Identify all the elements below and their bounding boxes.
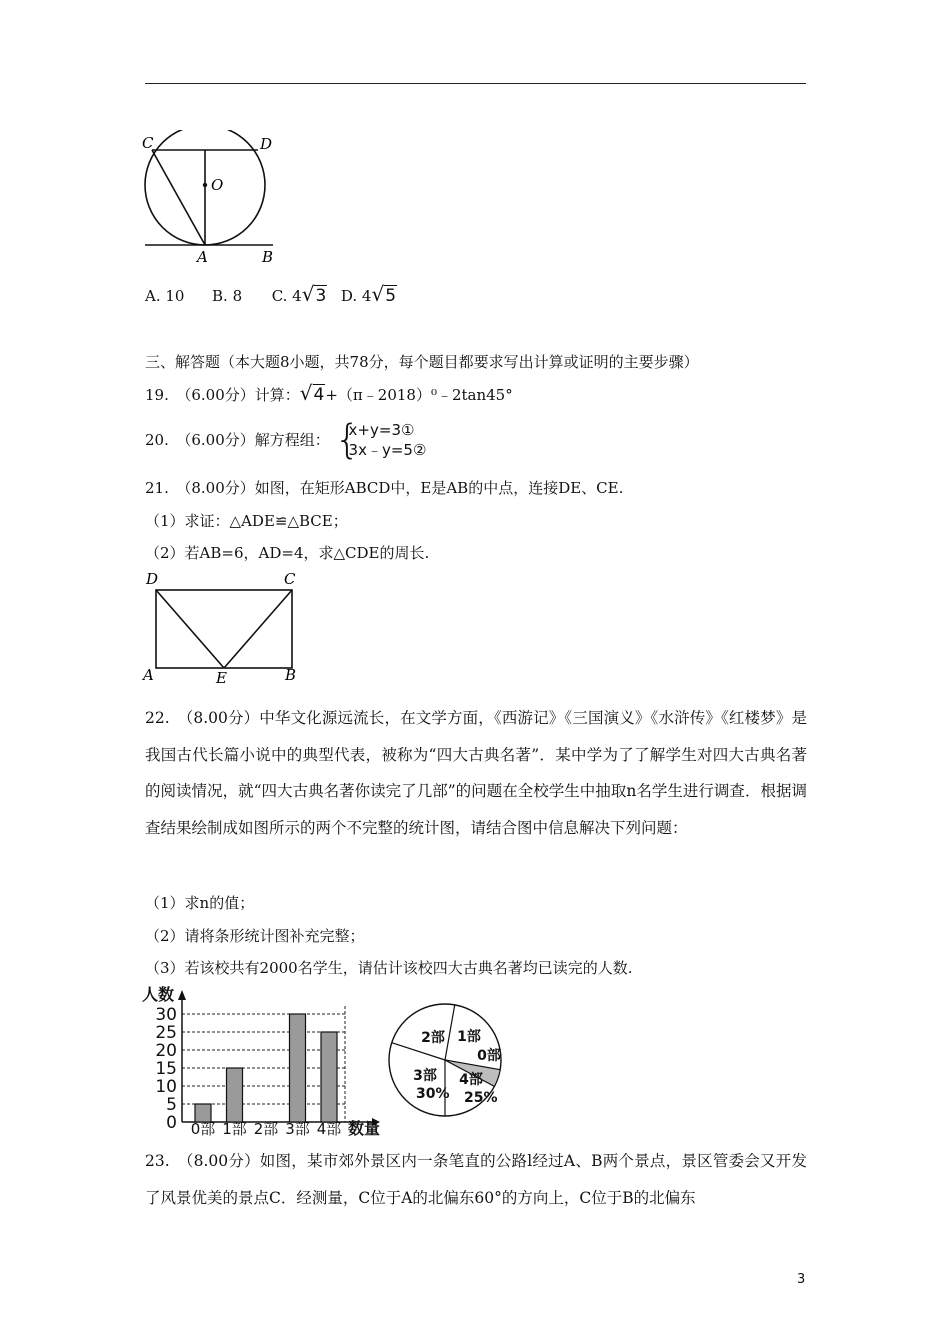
y-axis-arrow [178,990,186,1000]
question-20: 20. （6.00分）解方程组： { x+y=3① 3x﹣y=5② [145,417,427,463]
bar [290,1014,306,1122]
bar [321,1032,337,1122]
q18-options [145,284,397,306]
pie-slice-label: 1部 [457,1029,481,1045]
x-tick-label: 4部 [316,1120,342,1136]
label-b: B [285,666,297,684]
pie-slice-label: 2部 [421,1030,445,1046]
label-d: D [146,570,159,588]
question-22-part2: （2）请将条形统计图补充完整； [145,927,365,945]
question-22-part3: （3）若该校共有2000名学生，请估计该校四大古典名著均已读完的人数. [145,959,633,977]
page-number: 3 [797,1272,806,1287]
question-23: 23. （8.00分）如图，某市郊外景区内一条笔直的公路l经过A、B两个景点，景区管委会又开发了风景优美的景点C．经测量，C位于A的北偏东60°的方向上，C位于B的北偏东 [145,1152,807,1207]
option-d: D. 4√5 [340,282,397,306]
pie-slice-percent: 30% [416,1086,450,1102]
question-21-part2: （2）若AB=6，AD=4，求△CDE的周长. [145,544,430,562]
label-o: O [211,176,224,194]
label-a: A [143,666,154,684]
question-22-stem: 22. （8.00分）中华文化源远流长，在文学方面，《西游记》《三国演义》《水浒传》《红楼梦》是我国古代长篇小说中的典型代表，被称为“四大古典名著”．某中学为了了解学生对四大古典名著的阅读情况，就“四大古典名著你读完了几部”的问题在全校学生中抽取n名学生进行调查．根据调查结果绘制成如图所示的两个不完整的统计图，请结合图中信息解决下列问题： [145,709,807,837]
y-axis-label: 人数 [142,985,175,1004]
y-tick-label: 15 [155,1059,177,1079]
pie-slice-label: 0部 [477,1048,501,1064]
pie-slice-percent: 25% [464,1090,498,1106]
section-3-heading: 三、解答题（本大题8小题，共78分，每个题目都要求写出计算或证明的主要步骤） [145,353,699,371]
question-19: 19. （6.00分）计算：√4+（π﹣2018）⁰﹣2tan45° [145,381,513,405]
x-tick-label: 2部 [253,1120,279,1136]
label-e: E [216,669,227,686]
question-21-part1: （1）求证：△ADE≌△BCE； [145,512,348,530]
question-22-part1: （1）求n的值； [145,894,255,912]
rectangle-figure [140,568,310,686]
bar [227,1068,243,1122]
label-b: B [262,248,274,266]
option-a: A. 10 [145,287,185,305]
label-c: C [142,134,154,152]
x-axis-label: 数量 [348,1119,381,1136]
y-tick-label: 25 [155,1023,177,1043]
y-tick-label: 0 [166,1113,177,1133]
equation-system: { x+y=3① 3x﹣y=5② [334,417,427,463]
label-c: C [284,570,296,588]
bar-chart [140,984,390,1136]
y-tick-label: 10 [155,1077,177,1097]
question-21-stem: 21. （8.00分）如图，在矩形ABCD中，E是AB的中点，连接DE、CE. [145,479,624,497]
y-tick-label: 30 [155,1005,177,1025]
x-tick-label: 3部 [285,1120,310,1136]
label-a: A [197,248,208,266]
pie-chart [385,1000,515,1125]
label-d: D [260,135,273,153]
pie-slice-label: 4部 [459,1072,483,1088]
header-rule [145,83,806,84]
circle-figure [140,130,310,270]
x-tick-label: 0部 [190,1120,216,1136]
y-tick-label: 5 [166,1095,177,1115]
option-c: C. 4√3 [271,282,327,306]
y-tick-label: 20 [155,1041,177,1061]
option-b: B. 8 [212,287,243,305]
pie-slice-label: 3部 [413,1068,437,1084]
x-tick-label: 1部 [222,1120,247,1136]
